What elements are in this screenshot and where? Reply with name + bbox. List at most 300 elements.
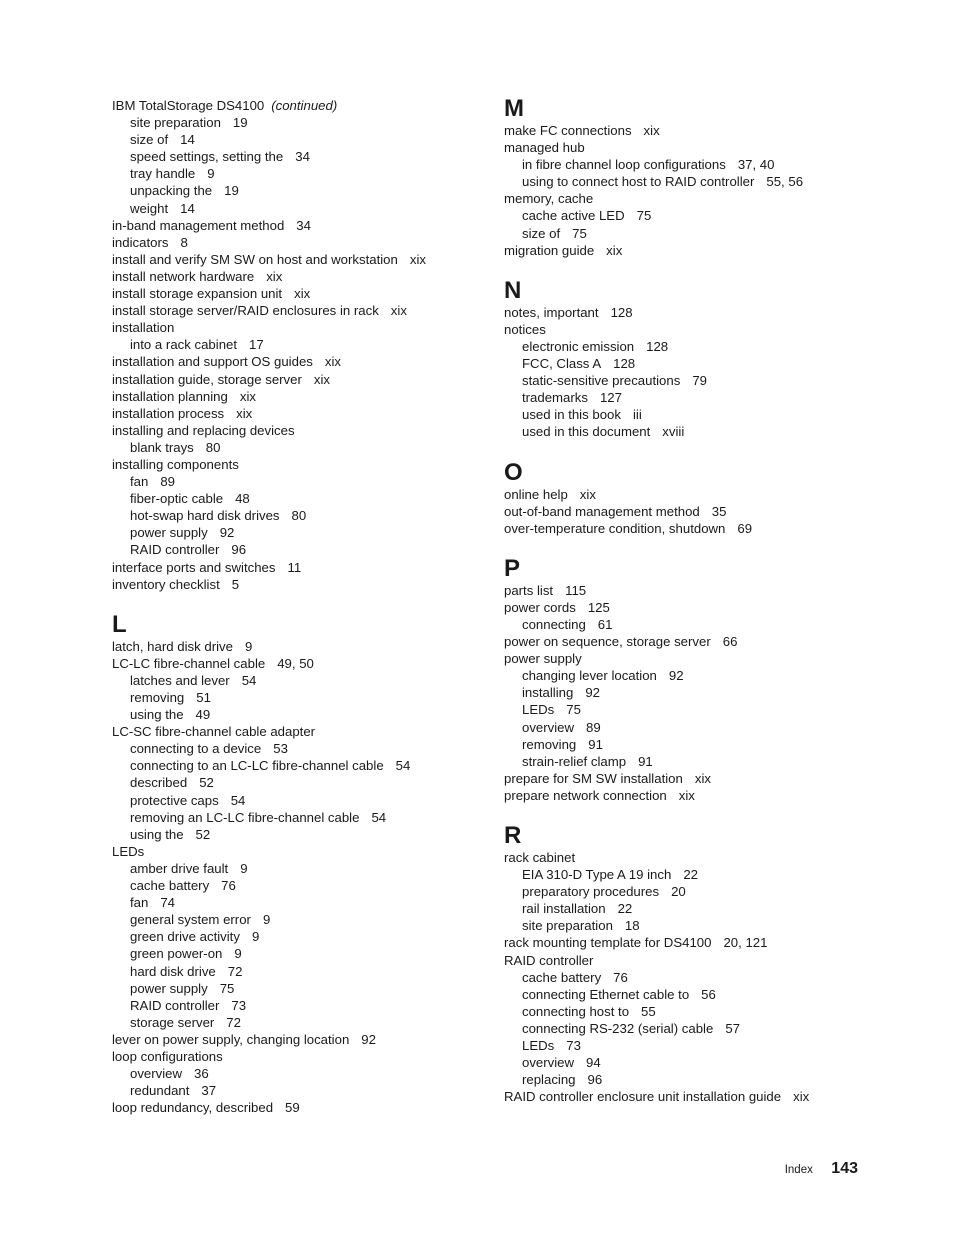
entry-page-ref: 91 (588, 736, 603, 752)
entry-term: rack mounting template for DS4100 (504, 935, 712, 951)
index-entry (112, 456, 482, 473)
entry-term: described (130, 775, 188, 791)
entry-page-ref: 76 (613, 969, 628, 985)
index-subentry (504, 338, 904, 355)
index-entry (504, 139, 904, 156)
entry-page-ref: 125 (587, 599, 610, 615)
entry-page-ref: 9 (244, 638, 253, 654)
entry-term: migration guide (504, 242, 595, 258)
entry-term: latch, hard disk drive (112, 638, 233, 654)
index-entry (504, 242, 904, 259)
entry-term: loop redundancy, described (112, 1100, 274, 1116)
entry-page-ref: 14 (180, 200, 195, 216)
entry-term: changing lever location (522, 668, 657, 684)
entry-page-ref: 92 (668, 668, 684, 684)
entry-term: connecting to a device (130, 741, 262, 757)
entry-page-ref: 9 (262, 912, 271, 928)
entry-term: LEDs (522, 702, 555, 718)
entry-term: into a rack cabinet (130, 337, 238, 353)
entry-term: LEDs (522, 1038, 555, 1054)
index-subentry (112, 792, 482, 809)
entry-term: install storage expansion unit (112, 286, 283, 302)
index-entry (504, 122, 904, 139)
entry-term: strain-relief clamp (522, 753, 627, 769)
entry-page-ref: 20, 121 (723, 935, 768, 951)
index-subentry (112, 182, 482, 199)
index-entry (504, 770, 904, 787)
entry-term: amber drive fault (130, 860, 229, 876)
index-subentry (504, 701, 904, 718)
index-entry (504, 520, 904, 537)
entry-term: fan (130, 895, 149, 911)
entry-term: using the (130, 826, 184, 842)
index-subentry (112, 672, 482, 689)
index-subentry (504, 207, 904, 224)
index-subentry (504, 667, 904, 684)
entry-term: cache battery (130, 878, 210, 894)
entry-page-ref: 48 (235, 491, 250, 507)
entry-page-ref: xix (239, 388, 256, 404)
index-subentry (504, 736, 904, 753)
entry-page-ref: 75 (572, 225, 587, 241)
index-subentry (112, 148, 482, 165)
section-letter: O (504, 458, 523, 486)
entry-term: removing (522, 736, 577, 752)
entry-term: LC-SC fibre-channel cable adapter (112, 724, 316, 740)
index-entry (504, 503, 904, 520)
entry-term: power cords (504, 599, 576, 615)
entry-page-ref: 128 (646, 338, 669, 354)
page-number: 143 (831, 1160, 858, 1177)
index-subentry (504, 616, 904, 633)
entry-term: power supply (504, 651, 582, 667)
index-subentry (112, 809, 482, 826)
entry-term: speed settings, setting the (130, 149, 284, 165)
entry-term: site preparation (130, 115, 221, 131)
index-entry (112, 234, 482, 251)
entry-page-ref: 9 (207, 166, 215, 182)
index-entry (112, 843, 482, 860)
entry-page-ref: 72 (227, 963, 243, 979)
entry-page-ref: 19 (232, 115, 248, 131)
entry-term: over-temperature condition, shutdown (504, 520, 726, 536)
entry-page-ref: 73 (231, 997, 247, 1013)
continued-label: (continued) (271, 98, 338, 113)
entry-term: install and verify SM SW on host and workstation (112, 251, 398, 267)
entry-term: lever on power supply, changing location (112, 1031, 350, 1047)
index-subentry (504, 355, 904, 372)
index-subentry (112, 860, 482, 877)
entry-term: rack cabinet (504, 850, 576, 865)
entry-term: install network hardware (112, 268, 255, 284)
entry-page-ref: 89 (586, 719, 601, 735)
entry-term: unpacking the (130, 183, 213, 199)
index-subentry (504, 173, 904, 190)
entry-term: green power-on (130, 946, 223, 962)
index-column-right (504, 97, 904, 1105)
entry-term: inventory checklist (112, 576, 220, 592)
entry-term: indicators (112, 234, 169, 250)
entry-term: RAID controller (130, 542, 220, 558)
index-entry (112, 319, 482, 336)
entry-term: size of (130, 132, 169, 148)
entry-page-ref: 75 (219, 980, 235, 996)
entry-page-ref: 5 (231, 576, 240, 592)
index-entry (112, 638, 482, 655)
index-entry (112, 655, 482, 672)
entry-term: general system error (130, 912, 251, 928)
entry-term: installation and support OS guides (112, 354, 313, 370)
entry-page-ref: 56 (701, 986, 716, 1002)
entry-page-ref: iii (632, 407, 642, 423)
section-letter: M (504, 95, 524, 122)
entry-term: in-band management method (112, 217, 285, 233)
entry-page-ref: 37, 40 (737, 157, 775, 173)
entry-page-ref: 36 (194, 1066, 209, 1082)
index-entry (504, 304, 904, 321)
entry-term: interface ports and switches (112, 559, 276, 575)
entry-page-ref: 37 (201, 1083, 217, 1099)
entry-page-ref: 22 (617, 901, 633, 917)
index-subentry (112, 200, 482, 217)
entry-page-ref: 128 (610, 304, 633, 320)
entry-page-ref: 54 (395, 758, 411, 774)
entry-term: loop configurations (112, 1048, 223, 1064)
entry-term: fiber-optic cable (130, 491, 224, 507)
footer-section-label: Index (784, 1164, 813, 1176)
index-entry (504, 849, 904, 866)
index-subentry (112, 1082, 482, 1099)
entry-term: size of (522, 225, 561, 241)
entry-term: RAID controller (504, 952, 594, 968)
entry-page-ref: 96 (231, 542, 247, 558)
index-entry (504, 633, 904, 650)
index-column-left (112, 97, 482, 1116)
entry-page-ref: 72 (226, 1014, 241, 1030)
entry-page-ref: 80 (205, 439, 221, 455)
entry-term: used in this book (522, 407, 621, 423)
entry-term: in fibre channel loop configurations (522, 157, 726, 173)
entry-page-ref: 52 (199, 775, 214, 791)
entry-term: removing an LC-LC fibre-channel cable (130, 809, 360, 825)
entry-term: replacing (522, 1072, 576, 1088)
entry-page-ref: 57 (725, 1020, 740, 1036)
entry-term: EIA 310-D Type A 19 inch (522, 867, 672, 883)
index-subentry (112, 507, 482, 524)
entry-page-ref: 66 (722, 634, 738, 650)
entry-page-ref: xix (694, 770, 711, 786)
index-entry (112, 268, 482, 285)
entry-page-ref: xix (294, 286, 311, 302)
index-entry (112, 251, 482, 268)
index-subentry (112, 706, 482, 723)
index-entry (112, 217, 482, 234)
index-subentry (112, 826, 482, 843)
entry-page-ref: 49, 50 (277, 655, 314, 671)
index-subentry (504, 917, 904, 934)
entry-term: green drive activity (130, 929, 240, 945)
index-entry (112, 97, 482, 114)
entry-page-ref: 9 (251, 929, 260, 945)
entry-term: connecting host to (522, 1003, 630, 1019)
entry-term: rail installation (522, 901, 606, 917)
index-entry (112, 1099, 482, 1116)
entry-term: memory, cache (504, 191, 594, 207)
entry-page-ref: 79 (692, 373, 707, 389)
index-subentry (112, 911, 482, 928)
index-subentry (504, 684, 904, 701)
section-letter: P (504, 554, 521, 582)
entry-term: overview (522, 719, 575, 735)
entry-page-ref: 69 (737, 520, 753, 536)
entry-term: installing (522, 685, 574, 701)
entry-term: site preparation (522, 918, 613, 934)
index-subentry (112, 165, 482, 182)
entry-term: hard disk drive (130, 963, 216, 979)
index-entry (504, 582, 904, 599)
entry-term: tray handle (130, 166, 196, 182)
entry-page-ref: xix (266, 268, 283, 284)
entry-term: online help (504, 486, 568, 502)
entry-page-ref: xix (324, 354, 341, 370)
entry-page-ref: 94 (586, 1055, 601, 1071)
index-subentry (504, 1020, 904, 1037)
entry-term: redundant (130, 1083, 190, 1099)
index-subentry (112, 131, 482, 148)
entry-term: notices (504, 321, 546, 337)
index-entry (504, 650, 904, 667)
entry-term: fan (130, 474, 149, 490)
entry-page-ref: xix (579, 486, 596, 502)
index-subentry (504, 372, 904, 389)
entry-term: installation guide, storage server (112, 371, 302, 387)
entry-page-ref: 75 (636, 208, 652, 224)
entry-page-ref: 73 (566, 1038, 581, 1054)
index-subentry (112, 963, 482, 980)
entry-page-ref: 34 (295, 149, 310, 165)
index-subentry (504, 225, 904, 242)
entry-term: used in this document (522, 424, 651, 440)
entry-term: overview (130, 1066, 183, 1082)
index-subentry (504, 1037, 904, 1054)
index-entry (504, 952, 904, 969)
index-subentry (112, 945, 482, 962)
entry-term: prepare for SM SW installation (504, 770, 683, 786)
entry-page-ref: 55 (641, 1003, 656, 1019)
entry-term: installation planning (112, 388, 228, 404)
entry-term: installation process (112, 405, 225, 421)
entry-page-ref: xix (313, 371, 330, 387)
entry-term: removing (130, 690, 185, 705)
entry-term: blank trays (130, 439, 194, 455)
entry-term: power on sequence, storage server (504, 634, 711, 650)
index-subentry (112, 877, 482, 894)
index-subentry (112, 980, 482, 997)
entry-term: latches and lever (130, 672, 230, 688)
index-subentry (112, 774, 482, 791)
entry-term: connecting RS-232 (serial) cable (522, 1020, 714, 1036)
index-subentry (504, 900, 904, 917)
entry-page-ref: xix (409, 251, 426, 267)
index-subentry (504, 389, 904, 406)
index-entry (504, 787, 904, 804)
index-subentry (112, 336, 482, 353)
entry-term: cache active LED (522, 208, 625, 224)
entry-page-ref: 49 (195, 707, 211, 723)
entry-page-ref: xix (678, 787, 695, 803)
index-subentry (112, 757, 482, 774)
index-entry (112, 1031, 482, 1048)
entry-page-ref: 52 (195, 826, 211, 842)
entry-page-ref: 61 (597, 616, 613, 632)
entry-term: RAID controller (130, 997, 220, 1013)
entry-term: LC-LC fibre-channel cable (112, 655, 266, 671)
entry-page-ref: 128 (613, 356, 636, 372)
entry-page-ref: 89 (160, 474, 176, 490)
index-entry (504, 1088, 904, 1105)
entry-term: installing and replacing devices (112, 422, 295, 438)
entry-term: trademarks (522, 390, 588, 406)
entry-term: parts list (504, 582, 554, 598)
entry-page-ref: 75 (566, 702, 581, 718)
entry-page-ref: xix (793, 1089, 810, 1105)
entry-term: out-of-band management method (504, 503, 700, 519)
entry-page-ref: 14 (180, 132, 195, 148)
index-subentry (504, 156, 904, 173)
index-entry (112, 723, 482, 740)
entry-page-ref: 80 (291, 508, 307, 524)
entry-term: IBM TotalStorage DS4100 (112, 98, 265, 113)
index-subentry (504, 866, 904, 883)
index-entry (504, 934, 904, 951)
index-entry (112, 388, 482, 405)
entry-page-ref: 8 (180, 234, 188, 250)
entry-term: installation (112, 320, 175, 336)
index-subentry (112, 997, 482, 1014)
entry-page-ref: xix (390, 303, 407, 319)
index-subentry (504, 753, 904, 770)
index-subentry (112, 928, 482, 945)
entry-page-ref: 74 (160, 895, 176, 911)
entry-term: power supply (130, 980, 208, 996)
index-entry (504, 190, 904, 207)
index-entry (112, 1048, 482, 1065)
index-entry (504, 599, 904, 616)
entry-page-ref: 9 (240, 860, 248, 876)
entry-page-ref: 54 (230, 792, 246, 808)
entry-page-ref: xix (236, 405, 253, 421)
index-subentry (504, 719, 904, 736)
index-entry (112, 353, 482, 370)
entry-term: cache battery (522, 969, 602, 985)
entry-page-ref: 11 (287, 559, 302, 575)
entry-page-ref: 19 (224, 183, 239, 199)
entry-term: weight (130, 200, 169, 216)
entry-term: notes, important (504, 304, 599, 320)
entry-page-ref: 53 (273, 741, 288, 757)
index-subentry (112, 114, 482, 131)
entry-page-ref: 92 (219, 525, 235, 541)
index-subentry (112, 439, 482, 456)
entry-term: make FC connections (504, 123, 632, 138)
index-subentry (504, 1003, 904, 1020)
entry-page-ref: 54 (241, 672, 257, 688)
entry-page-ref: 51 (196, 690, 211, 705)
index-subentry (112, 541, 482, 558)
entry-term: static-sensitive precautions (522, 373, 681, 389)
entry-term: overview (522, 1055, 575, 1071)
entry-term: using the (130, 707, 184, 723)
entry-term: installing components (112, 456, 239, 472)
index-subentry (504, 883, 904, 900)
entry-term: protective caps (130, 792, 219, 808)
entry-term: connecting to an LC-LC fibre-channel cable (130, 758, 384, 774)
section-letter: N (504, 276, 522, 304)
index-subentry (112, 1014, 482, 1031)
entry-term: power supply (130, 525, 208, 541)
entry-page-ref: xix (643, 123, 660, 138)
entry-term: connecting Ethernet cable to (522, 986, 690, 1002)
entry-term: RAID controller enclosure unit installation guide (504, 1089, 782, 1105)
index-subentry (504, 423, 904, 440)
index-entry (504, 486, 904, 503)
index-subentry (112, 1065, 482, 1082)
entry-page-ref: 92 (361, 1031, 376, 1047)
index-subentry (504, 1054, 904, 1071)
entry-term: install storage server/RAID enclosures in rack (112, 303, 379, 319)
index-subentry (504, 986, 904, 1003)
entry-page-ref: 9 (234, 946, 242, 962)
index-entry (112, 559, 482, 576)
entry-page-ref: 96 (587, 1072, 603, 1088)
index-subentry (112, 894, 482, 911)
index-entry (112, 371, 482, 388)
index-subentry (112, 524, 482, 541)
index-subentry (112, 689, 482, 706)
entry-page-ref: xviii (662, 424, 685, 440)
entry-term: FCC, Class A (522, 356, 602, 372)
entry-term: using to connect host to RAID controller (522, 174, 755, 190)
index-entry (112, 302, 482, 319)
page-footer (785, 1160, 858, 1178)
entry-page-ref: 22 (683, 867, 698, 883)
entry-page-ref: 127 (599, 390, 622, 406)
entry-term: LEDs (112, 843, 145, 859)
entry-page-ref: 55, 56 (766, 174, 804, 190)
entry-page-ref: 34 (296, 217, 311, 233)
index-entry (112, 576, 482, 593)
section-letter: L (112, 610, 127, 638)
entry-page-ref: 92 (585, 685, 600, 701)
entry-term: preparatory procedures (522, 884, 660, 900)
entry-page-ref: 59 (285, 1100, 300, 1116)
index-subentry (504, 969, 904, 986)
index-subentry (112, 740, 482, 757)
index-subentry (112, 473, 482, 490)
entry-term: prepare network connection (504, 787, 667, 803)
entry-page-ref: 76 (221, 878, 236, 894)
entry-page-ref: 18 (624, 918, 640, 934)
index-subentry (504, 406, 904, 423)
index-subentry (112, 490, 482, 507)
entry-page-ref: 115 (565, 582, 587, 598)
index-entry (112, 285, 482, 302)
entry-term: managed hub (504, 140, 585, 156)
index-entry (504, 321, 904, 338)
entry-page-ref: 54 (371, 809, 387, 825)
index-subentry (504, 1071, 904, 1088)
entry-term: connecting (522, 616, 586, 632)
